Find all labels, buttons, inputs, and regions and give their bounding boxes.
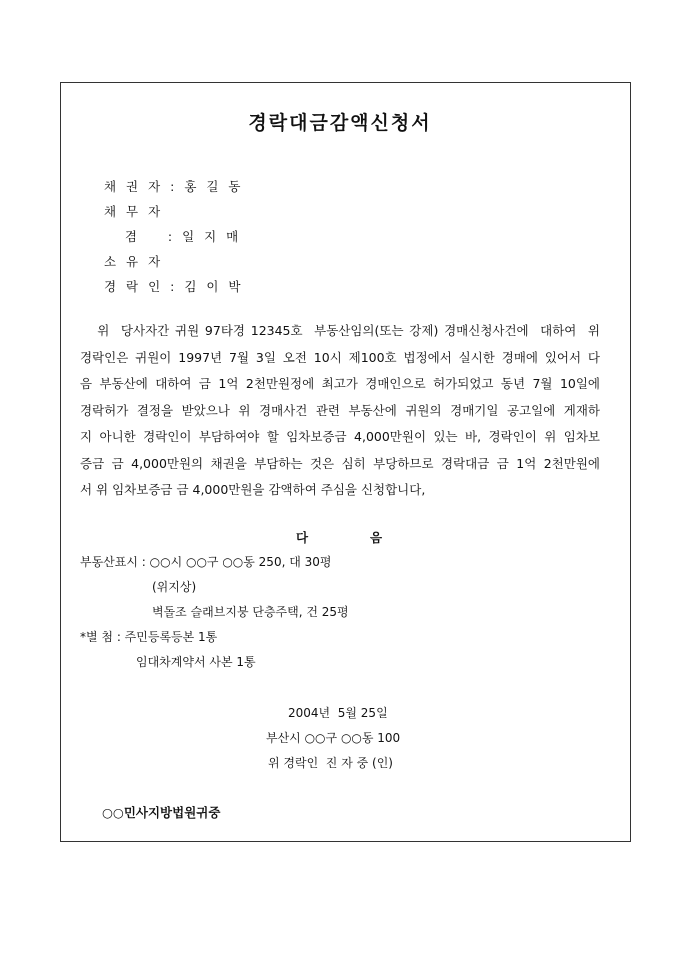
heading-right: 음 xyxy=(370,530,383,545)
property-note: (위지상) xyxy=(152,580,197,594)
heading-left: 다 xyxy=(296,530,309,545)
party-debtor: 채 무 자 xyxy=(104,204,164,219)
body-line: 서 위 임차보증금 금 4,000만원을 감액하여 주심을 신청합니다, xyxy=(80,482,426,497)
document-title: 경락대금감액신청서 xyxy=(248,112,432,134)
document-date: 2004년 5월 25일 xyxy=(288,706,388,720)
body-line: 지 아니한 경락인이 부담하여야 할 임차보증금 4,000만원이 있는 바, 경락인이 위 임차보 xyxy=(80,429,600,444)
attachment-line-1: *별 첨 : 주민등록등본 1통 xyxy=(80,630,218,644)
applicant-address: 부산시 ○○구 ○○동 100 xyxy=(266,731,401,745)
court-addressee: ○○민사지방법원귀중 xyxy=(102,805,221,820)
body-line: 증금 금 4,000만원의 채권을 부담하는 것은 심히 부당하므로 경락대금 금 1억 2천만원에 xyxy=(80,455,600,471)
party-bidder: 경 락 인 : 김 이 박 xyxy=(104,279,244,294)
property-label: 부동산표시 : ○○시 ○○구 ○○동 250, 대 30평 xyxy=(80,555,332,569)
body-paragraph xyxy=(80,318,600,504)
body-line: 위 당사자간 귀원 97타경 12345호 부동산임의(또는 강제) 경매신청사건에 대하여 위 xyxy=(80,323,600,338)
property-building: 벽돌조 슬래브지붕 단층주택, 건 25평 xyxy=(152,605,349,619)
applicant-signature: 위 경락인 진 자 중 (인) xyxy=(268,756,393,770)
party-owner: 소 유 자 xyxy=(104,254,164,269)
attachment-line-2: 임대차계약서 사본 1통 xyxy=(136,655,256,669)
body-line: 경락인은 귀원이 1997년 7월 3일 오전 10시 제100호 법정에서 실시한 경매에 있어서 다 xyxy=(80,349,600,365)
party-also: 겸 : 일 지 매 xyxy=(104,229,242,244)
body-line: 경락허가 결정을 받았으나 위 경매사건 관련 부동산에 귀원의 경매기일 공고일에 게재하 xyxy=(80,402,600,418)
body-line: 음 부동산에 대하여 금 1억 2천만원정에 최고가 경매인으로 허가되었고 동년 7월 10일에 xyxy=(80,376,600,391)
party-creditor: 채 권 자 : 홍 길 동 xyxy=(104,179,244,194)
